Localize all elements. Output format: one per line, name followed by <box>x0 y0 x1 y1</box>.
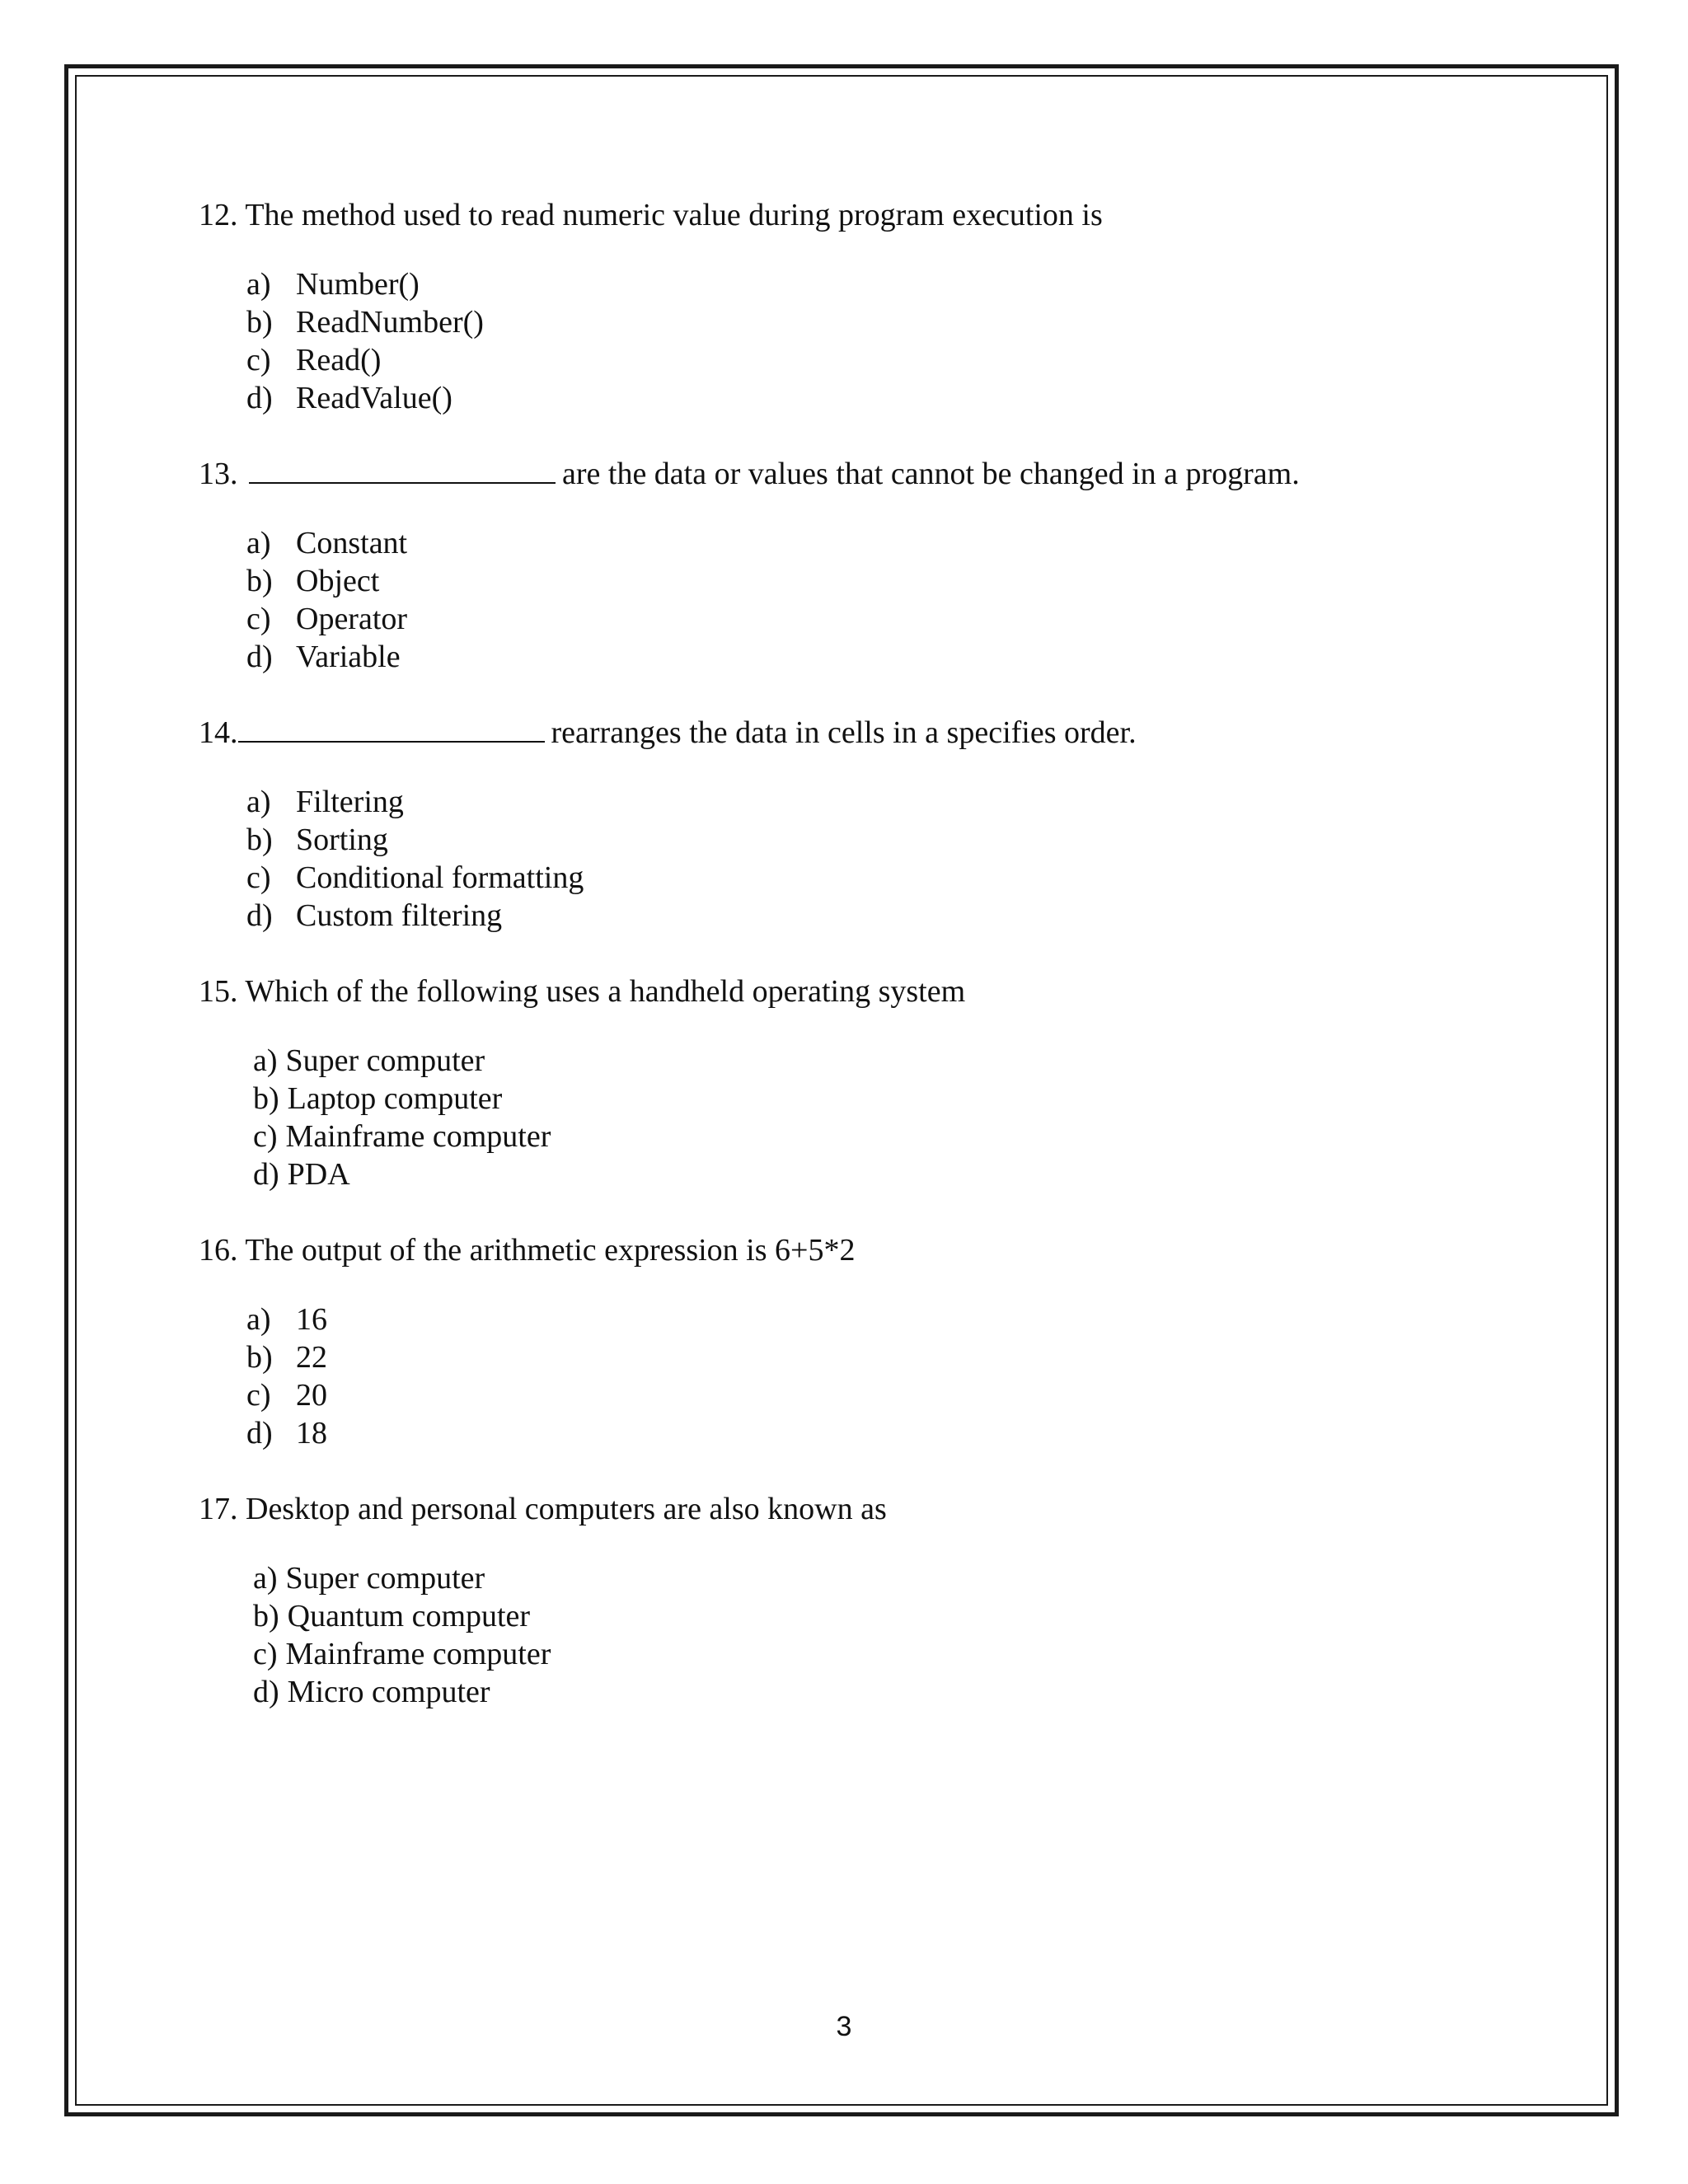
option-item <box>253 1118 1435 1155</box>
option-item <box>246 821 1435 859</box>
option-item <box>246 859 1435 897</box>
option-letter: d) <box>253 1675 279 1709</box>
option-text: Mainframe computer <box>285 1637 551 1671</box>
option-letter: d) <box>253 1157 279 1192</box>
page-number: 3 <box>836 2011 852 2042</box>
option-letter: b) <box>253 1599 279 1633</box>
option-list <box>199 524 1435 676</box>
option-letter: c) <box>246 602 271 636</box>
option-letter: b) <box>246 823 273 857</box>
option-letter: b) <box>246 1340 273 1375</box>
question-text: Desktop and personal computers are also known as <box>246 1492 887 1526</box>
question-list <box>199 191 1435 1744</box>
option-list <box>199 1559 1435 1711</box>
question-stem <box>199 1226 1435 1274</box>
option-text: Super computer <box>285 1561 485 1596</box>
question-14 <box>199 709 1435 935</box>
option-item <box>246 303 1435 341</box>
option-list <box>199 265 1435 417</box>
option-text: Super computer <box>285 1043 485 1078</box>
option-text: Number() <box>296 267 420 302</box>
option-text: ReadValue() <box>296 381 452 415</box>
option-item <box>253 1080 1435 1118</box>
option-item <box>246 265 1435 303</box>
option-text: Quantum computer <box>287 1599 531 1633</box>
option-item <box>246 1301 1435 1338</box>
option-text: 20 <box>296 1378 327 1413</box>
option-letter: d) <box>246 640 273 674</box>
option-item <box>253 1635 1435 1673</box>
option-text: Constant <box>296 526 408 560</box>
option-letter: a) <box>246 1302 271 1337</box>
answer-blank <box>249 457 556 484</box>
option-text: PDA <box>287 1157 350 1192</box>
question-text: are the data or values that cannot be changed in a program. <box>562 457 1300 491</box>
option-item <box>246 341 1435 379</box>
answer-blank <box>238 716 545 743</box>
question-number: 15. <box>199 974 238 1009</box>
question-stem <box>199 450 1435 498</box>
question-15 <box>199 968 1435 1193</box>
question-stem <box>199 1485 1435 1533</box>
option-text: Custom filtering <box>296 898 503 933</box>
option-letter: a) <box>253 1043 278 1078</box>
question-number: 16. <box>199 1233 238 1268</box>
question-number: 17. <box>199 1492 238 1526</box>
question-stem <box>199 191 1435 239</box>
option-text: 18 <box>296 1416 327 1451</box>
question-12 <box>199 191 1435 417</box>
option-text: Micro computer <box>287 1675 490 1709</box>
option-letter: b) <box>253 1081 279 1116</box>
option-letter: a) <box>246 526 271 560</box>
option-item <box>246 524 1435 562</box>
option-letter: c) <box>246 343 271 377</box>
question-16 <box>199 1226 1435 1452</box>
option-item <box>246 600 1435 638</box>
option-text: Laptop computer <box>287 1081 503 1116</box>
question-13 <box>199 450 1435 676</box>
option-item <box>246 897 1435 935</box>
option-letter: c) <box>246 1378 271 1413</box>
option-letter: a) <box>246 785 271 819</box>
option-text: 16 <box>296 1302 327 1337</box>
option-letter: b) <box>246 305 273 340</box>
option-letter: a) <box>246 267 271 302</box>
question-stem <box>199 709 1435 757</box>
option-list <box>199 783 1435 935</box>
option-list <box>199 1042 1435 1193</box>
option-text: ReadNumber() <box>296 305 484 340</box>
question-number: 13. <box>199 457 238 491</box>
option-list <box>199 1301 1435 1452</box>
option-text: Sorting <box>296 823 388 857</box>
option-letter: d) <box>246 381 273 415</box>
question-text: The output of the arithmetic expression is 6+5*2 <box>245 1233 856 1268</box>
option-letter: c) <box>246 860 271 895</box>
option-item <box>253 1597 1435 1635</box>
option-text: Filtering <box>296 785 404 819</box>
question-number: 14. <box>199 715 238 750</box>
option-text: Object <box>296 564 380 598</box>
question-number: 12. <box>199 198 238 232</box>
option-item <box>246 1338 1435 1376</box>
option-letter: b) <box>246 564 273 598</box>
option-letter: c) <box>253 1119 278 1154</box>
option-item <box>253 1673 1435 1711</box>
option-item <box>246 1414 1435 1452</box>
option-letter: d) <box>246 898 273 933</box>
option-item <box>253 1042 1435 1080</box>
option-item <box>253 1155 1435 1193</box>
option-item <box>246 783 1435 821</box>
option-letter: a) <box>253 1561 278 1596</box>
option-item <box>253 1559 1435 1597</box>
option-text: Conditional formatting <box>296 860 584 895</box>
option-text: Variable <box>296 640 401 674</box>
question-text: Which of the following uses a handheld operating system <box>245 974 966 1009</box>
option-letter: d) <box>246 1416 273 1451</box>
option-text: Operator <box>296 602 408 636</box>
question-text: rearranges the data in cells in a specifies order. <box>551 715 1137 750</box>
question-17 <box>199 1485 1435 1711</box>
option-item <box>246 1376 1435 1414</box>
option-text: Mainframe computer <box>285 1119 551 1154</box>
option-item <box>246 379 1435 417</box>
option-text: 22 <box>296 1340 327 1375</box>
option-item <box>246 562 1435 600</box>
option-letter: c) <box>253 1637 278 1671</box>
option-item <box>246 638 1435 676</box>
option-text: Read() <box>296 343 382 377</box>
question-stem <box>199 968 1435 1015</box>
question-text: The method used to read numeric value during program execution is <box>245 198 1103 232</box>
